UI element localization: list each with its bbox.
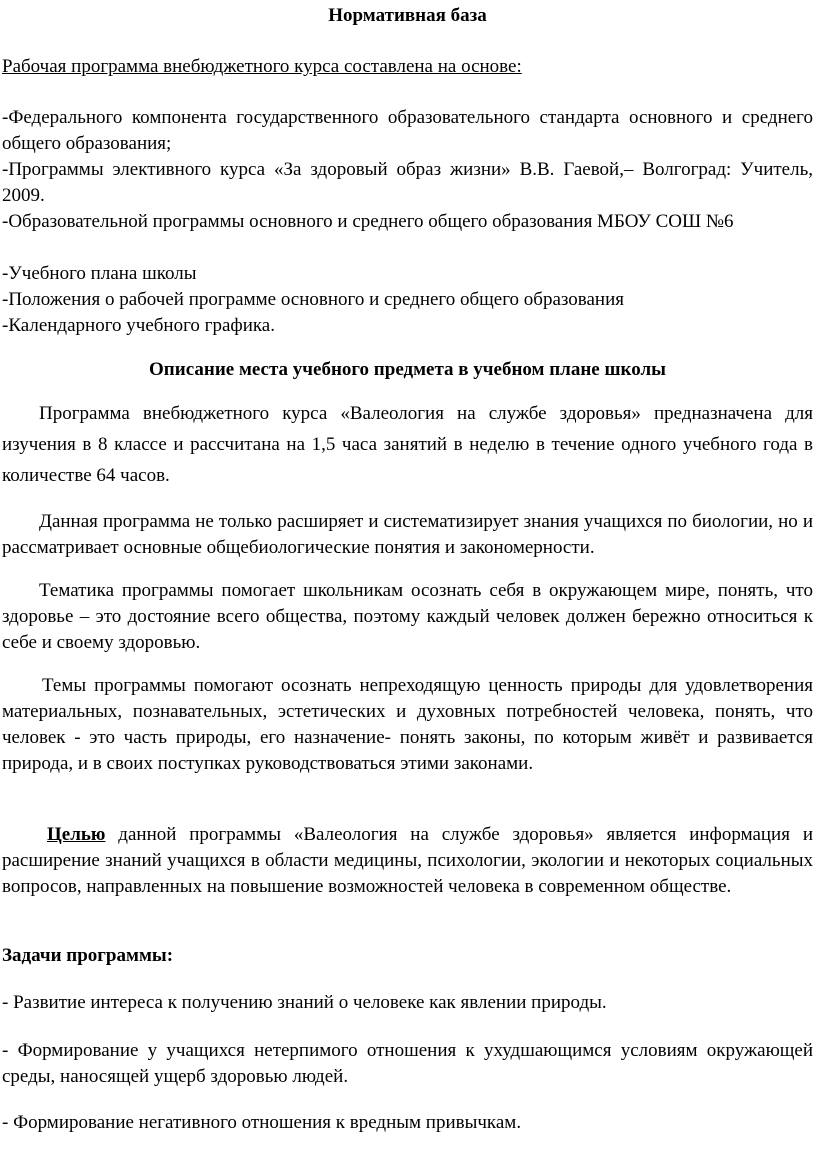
basis-item: -Программы элективного курса «За здоровый образ жизни» В.В. Гаевой,– Волгоград: Учитель, 2009. [2,159,813,206]
basis-item: -Положения о рабочей программе основного и среднего общего образования [2,289,625,310]
goal-label: Целью [47,824,106,845]
task-item: - Формирование негативного отношения к вредным привычкам. [2,1112,522,1133]
tasks-heading: Задачи программы: [2,945,174,966]
task-item: - Формирование у учащихся нетерпимого отношения к ухудшающимся условиям окружающей среды, наносящей ущерб здоровью людей. [2,1040,813,1087]
task-item: - Развитие интереса к получению знаний о человеке как явлении природы. [2,992,607,1013]
basis-item: -Календарного учебного графика. [2,315,275,336]
page-title: Нормативная база [328,5,487,26]
paragraph: Программа внебюджетного курса «Валеология на службе здоровья» предназначена для изучения в 8 классе и рассчитана на 1,5 часа занятий в неделю в течение одного учебного года в количестве 64 часов. [2,403,813,486]
basis-item: -Учебного плана школы [2,263,197,284]
paragraph: Данная программа не только расширяет и систематизирует знания учащихся по биологии, но и рассматривает основные общебиологические понятия и закономерности. [2,511,813,558]
goal-paragraph [2,822,813,900]
basis-item: -Образовательной программы основного и среднего общего образования МБОУ СОШ №6 [2,211,734,232]
paragraph: Темы программы помогают осознать непреходящую ценность природы для удовлетворения материальных, познавательных, эстетических и духовных потребностей человека, понять, что человек - это часть природы, его назначение- понять законы, по которым живёт и развивается природа, и в своих поступках руководствоваться этими законами. [2,675,813,774]
basis-intro: Рабочая программа внебюджетного курса составлена на основе: [2,56,522,77]
section-heading: Описание места учебного предмета в учебном плане школы [149,359,666,380]
goal-text: данной программы «Валеология на службе здоровья» является информация и расширение знаний учащихся в области медицины, психологии, экологии и некоторых социальных вопросов, направленных на повышение возможностей человека в современном обществе. [2,824,813,897]
basis-item: -Федерального компонента государственного образовательного стандарта основного и среднего общего образования; [2,107,813,154]
paragraph: Тематика программы помогает школьникам осознать себя в окружающем мире, понять, что здоровье – это достояние всего общества, поэтому каждый человек должен бережно относиться к себе и своему здоровью. [2,580,813,653]
